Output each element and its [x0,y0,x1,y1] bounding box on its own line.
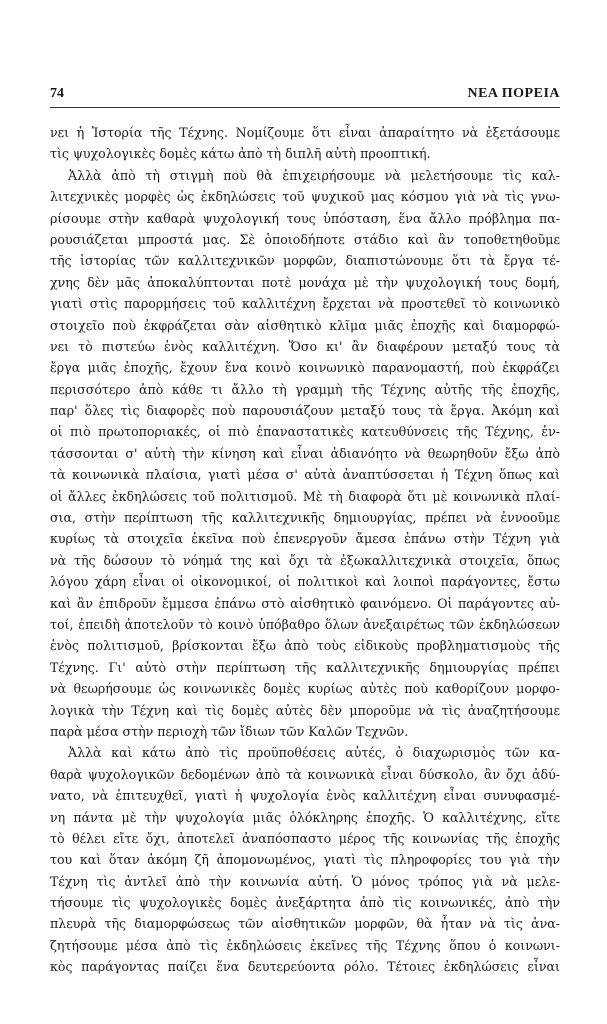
text-line: του καὶ ὅταν ἀκόμη ζῆ ἀπομονωμένος, γιατὶ τὶς πληροφορίες του γιὰ τὴν [50,852,560,868]
text-line: κὸς παράγοντας παίζει ἕνα δευτερεύοντα ρόλο. Τέτοιες ἐκδηλώσεις εἶναι [50,959,560,975]
text-line: κυρίως τὰ στοιχεῖα ἐκεῖνα ποὺ ἐπενεργοῦν ἄμεσα ἐπάνω στὴν Τέχνη γιὰ [50,531,560,547]
journal-title: ΝΕΑ ΠΟΡΕΙΑ [467,86,560,101]
text-line: σια, στὴν περίπτωση τῆς καλλιτεχνικῆς δημιουργίας, πρέπει νὰ ἐννοοῦμε [50,510,560,526]
text-line: οἱ πιὸ πρωτοποριακές, οἱ πιὸ ἐπαναστατικὲς κατευθύνσεις τῆς Τέχνης, ἐν- [50,424,560,440]
text-line: τὸ θέλει εἴτε ὄχι, ἀποτελεῖ ἀναπόσπαστο μέρος τῆς κοινωνίας τῆς ἐποχῆς [50,830,560,846]
text-line: λογικὰ τὴν Τέχνη καὶ τὶς δομὲς αὐτὲς δὲν μποροῦμε νὰ τὶς ἀναζητήσουμε [50,702,560,718]
body-text [50,122,560,978]
text-line: λόγου χάρη εἶναι οἱ οἰκονομικοί, οἱ πολιτικοὶ καὶ λοιποὶ παράγοντες, ἔστω [50,574,560,590]
text-line: παρ' ὅλες τὶς διαφορὲς ποὺ παρουσιάζουν μεταξύ τους τὰ ἔργα. Ἀκόμη καὶ [50,403,560,419]
text-line: Τέχνη τὶς ἀντλεῖ ἀπὸ τὴν κοινωνία αὐτή. Ὁ μόνος τρόπος γιὰ νὰ μελε- [50,873,560,889]
text-line: παρὰ μέσα στὴν περιοχὴ τῶν ἴδιων τῶν Καλῶν Τεχνῶν. [50,723,409,739]
text-line: τῆς ἱστορίας τῶν καλλιτεχνικῶν μορφῶν, διαπιστώνουμε ὅτι τὰ ἔργα τέ- [50,253,560,269]
page-number: 74 [50,86,64,101]
text-line: ἑνὸς πολιτισμοῦ, βρίσκονται ἔξω ἀπὸ τοὺς εἰδικοὺς προβληματισμοὺς τῆς [50,638,560,654]
text-line: στοιχεῖο ποὺ ἐκφράζεται σὰν αἰσθητικὸ κλῖμα μιᾶς ἐποχῆς καὶ διαμορφώ- [50,317,560,333]
text-line: τὶς ψυχολογικὲς δομὲς κάτω ἀπὸ τὴ διπλῆ αὐτὴ προοπτική. [50,146,431,162]
text-line: τοί, ἐπειδὴ ἀποτελοῦν τὸ κοινὸ ὑπόβαθρο ὅλων ἀνεξαιρέτως τῶν ἐκδηλώσεων [50,616,560,632]
text-line: νὰ τῆς δώσουν τὸ νόημά της καὶ ὄχι τὰ ἐξωκαλλιτεχνικὰ στοιχεῖα, ὅπως [50,552,560,568]
text-line: τάσσονται σ' αὐτὴ τὴν κίνηση καὶ εἶναι ἀδιανόητο νὰ θεωρηθοῦν ἔξω ἀπὸ [50,445,560,461]
text-line: νατο, νὰ ἐπιτευχθεῖ, γιατὶ ἡ ψυχολογία ἑνὸς καλλιτέχνη εἶναι συνυφασμέ- [50,788,560,804]
text-line: γιατὶ στὶς παρορμήσεις τοῦ καλλιτέχνη ἔρχεται νὰ προστεθεῖ τὸ κοινωνικὸ [50,296,560,312]
text-line: λιτεχνικὲς μορφὲς ὡς ἐκδηλώσεις τοῦ ψυχικοῦ μας κόσμου γιὰ νὰ τὶς γνω- [50,189,560,205]
header-rule [50,107,560,108]
text-line: ρουσιάζεται μπροστά μας. Σὲ ὁποιοδήποτε στάδιο καὶ ἂν τοποθετηθοῦμε [50,231,560,247]
text-line: νη πάντα μὲ τὴν ψυχολογία μιᾶς ὁλόκληρης ἐποχῆς. Ὁ καλλιτέχνης, εἴτε [50,809,560,825]
text-line: νὰ θεωρήσουμε ὡς κοινωνικὲς δομὲς κυρίως αὐτὲς ποὺ καθορίζουν μορφο- [50,681,560,697]
text-line: ζητήσουμε μέσα ἀπὸ τὶς ἐκδηλώσεις ἐκεῖνες τῆς Τέχνης ὅπου ὁ κοινωνι- [50,937,560,953]
text-line: Ἀλλὰ ἀπὸ τὴ στιγμὴ ποὺ θὰ ἐπιχειρήσουμε νὰ μελετήσουμε τὶς καλ- [68,167,560,183]
text-line: ἔργα μιᾶς ἐποχῆς, ἔχουν ἕνα κοινὸ κοινωνικὸ παρανομαστή, ποὺ ἐκφράζει [50,360,560,376]
text-line: τήσουμε τὶς ψυχολογικὲς δομὲς ἀνεξάρτητα ἀπὸ τὶς κοινωνικές, ἀπὸ τὴν [50,895,560,911]
text-line: Τέχνης. Γι' αὐτὸ στὴν περίπτωση τῆς καλλιτεχνικῆς δημιουργίας πρέπει [50,659,560,675]
text-line: χνης δὲν μᾶς ἀποκαλύπτονται ποτὲ μονάχα μὲ τὴν ψυχολογική τους δομή, [50,274,560,290]
text-line: οἱ ἄλλες ἐκδηλώσεις τοῦ πολιτισμοῦ. Μὲ τὴ διαφορὰ ὅτι μὲ κοινωνικὰ πλαί- [50,488,560,504]
text-line: νει τὸ πιστεύω ἑνὸς καλλιτέχνη. Ὅσο κι' ἂν διαφέρουν μεταξύ τους τὰ [50,338,560,354]
text-line: Ἀλλὰ καὶ κάτω ἀπὸ τὶς προϋποθέσεις αὐτές, ὁ διαχωρισμὸς τῶν κα- [68,745,560,761]
text-line: θαρὰ ψυχολογικῶν δεδομένων ἀπὸ τὰ κοινωνικὰ εἶναι δύσκολο, ἂν ὄχι ἀδύ- [50,766,560,782]
text-line: πλευρὰ τῆς διαμορφώσεως τῶν αἰσθητικῶν μορφῶν, θὰ ἦταν νὰ τὶς ἀνα- [50,916,560,932]
text-line: νει ἡ Ἱστορία τῆς Τέχνης. Νομίζουμε ὅτι εἶναι ἀπαραίτητο νὰ ἐξετάσουμε [50,125,560,140]
text-line: ρίσουμε στὴν καθαρὰ ψυχολογική τους ὑπόσταση, ἕνα ἄλλο πρόβλημα πα- [50,210,560,226]
running-header [50,86,560,104]
text-line: τὰ κοινωνικὰ πλαίσια, γιατὶ μέσα σ' αὐτὰ ἀναπτύσσεται ἡ Τέχνη ὅπως καὶ [50,467,560,483]
text-line: περισσότερο ἀπὸ κάθε τι ἄλλο τὴ γραμμὴ τῆς Τέχνης αὐτῆς τῆς ἐποχῆς, [50,381,560,397]
text-line: καὶ ἂν ἐπιδροῦν ἔμμεσα ἐπάνω στὸ αἰσθητικὸ φαινόμενο. Οἱ παράγοντες αὐ- [50,595,560,611]
